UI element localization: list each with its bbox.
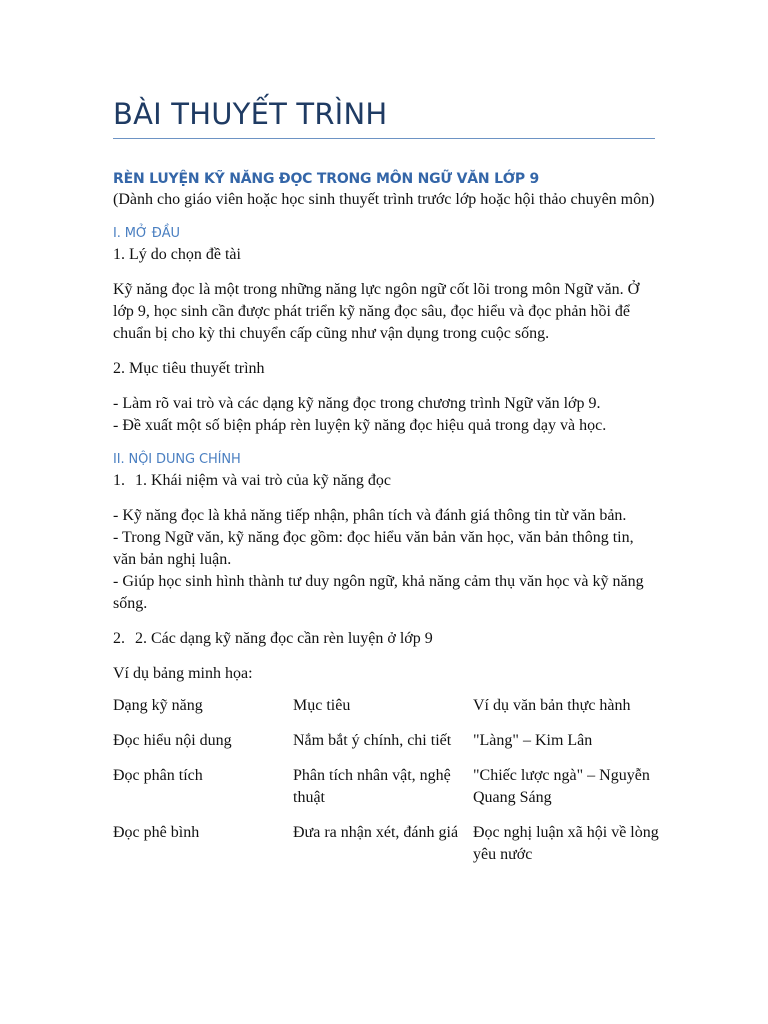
table-cell: Đọc phê bình [113, 824, 200, 841]
list-number: 1. [113, 472, 125, 489]
document-title: BÀI THUYẾT TRÌNH [113, 97, 388, 131]
section-2-item-1-line-1: - Kỹ năng đọc là khả năng tiếp nhận, phân tích và đánh giá thông tin từ văn bản. [113, 507, 627, 524]
section-2-item-1-line-2: - Trong Ngữ văn, kỹ năng đọc gồm: đọc hiểu văn bản văn học, văn bản thông tin, văn bản nghị luận. [113, 529, 634, 568]
section-2-item-1-line-3: - Giúp học sinh hình thành tư duy ngôn ngữ, khả năng cảm thụ văn học và kỹ năng sống. [113, 573, 644, 612]
table-cell: Phân tích nhân vật, nghệ thuật [293, 767, 451, 806]
section-2-item-1 [113, 470, 655, 492]
subtitle-note: (Dành cho giáo viên hoặc học sinh thuyết trình trước lớp hoặc hội thảo chuyên môn) [113, 191, 655, 208]
section-1-item-2-line-2: - Đề xuất một số biện pháp rèn luyện kỹ năng đọc hiệu quả trong dạy và học. [113, 417, 607, 434]
skills-table [113, 695, 668, 879]
table-header-cell: Ví dụ văn bản thực hành [473, 697, 631, 714]
table-row [113, 730, 668, 765]
section-2-item-2-title: 2. Các dạng kỹ năng đọc cần rèn luyện ở lớp 9 [135, 630, 433, 647]
table-cell: Đọc hiểu nội dung [113, 732, 232, 749]
table-intro: Ví dụ bảng minh họa: [113, 665, 253, 682]
section-1-heading: I. MỞ ĐẦU [113, 226, 180, 241]
section-1-item-1-title: 1. Lý do chọn đề tài [113, 246, 241, 263]
section-1-item-1-body: Kỹ năng đọc là một trong những năng lực ngôn ngữ cốt lõi trong môn Ngữ văn. Ở lớp 9, học sinh cần được phát triển kỹ năng đọc sâu, đọc hiểu và đọc phản hồi để chuẩn bị cho kỳ thi chuyển cấp cũng như vận dụng trong cuộc sống. [113, 281, 640, 342]
table-header-cell: Dạng kỹ năng [113, 697, 203, 714]
document-subtitle: RÈN LUYỆN KỸ NĂNG ĐỌC TRONG MÔN NGỮ VĂN LỚP 9 [113, 171, 540, 187]
title-divider [113, 138, 655, 139]
list-number: 2. [113, 630, 125, 647]
section-1-item-2-line-1: - Làm rõ vai trò và các dạng kỹ năng đọc trong chương trình Ngữ văn lớp 9. [113, 395, 601, 412]
table-cell: Đọc phân tích [113, 767, 203, 784]
document-page [113, 0, 659, 879]
section-1-item-2-title: 2. Mục tiêu thuyết trình [113, 360, 265, 377]
section-2-item-1-title: 1. Khái niệm và vai trò của kỹ năng đọc [135, 472, 391, 489]
table-cell: "Làng" – Kim Lân [473, 732, 593, 749]
table-cell: Đọc nghị luận xã hội về lòng yêu nước [473, 824, 659, 863]
section-2-heading: II. NỘI DUNG CHÍNH [113, 452, 241, 467]
table-row [113, 765, 668, 822]
table-cell: Nắm bắt ý chính, chi tiết [293, 732, 452, 749]
table-header-cell: Mục tiêu [293, 697, 351, 714]
table-cell: "Chiếc lược ngà" – Nguyễn Quang Sáng [473, 767, 650, 806]
section-2-item-2 [113, 628, 655, 650]
table-header-row [113, 695, 668, 730]
table-row [113, 822, 668, 879]
table-cell: Đưa ra nhận xét, đánh giá [293, 824, 459, 841]
